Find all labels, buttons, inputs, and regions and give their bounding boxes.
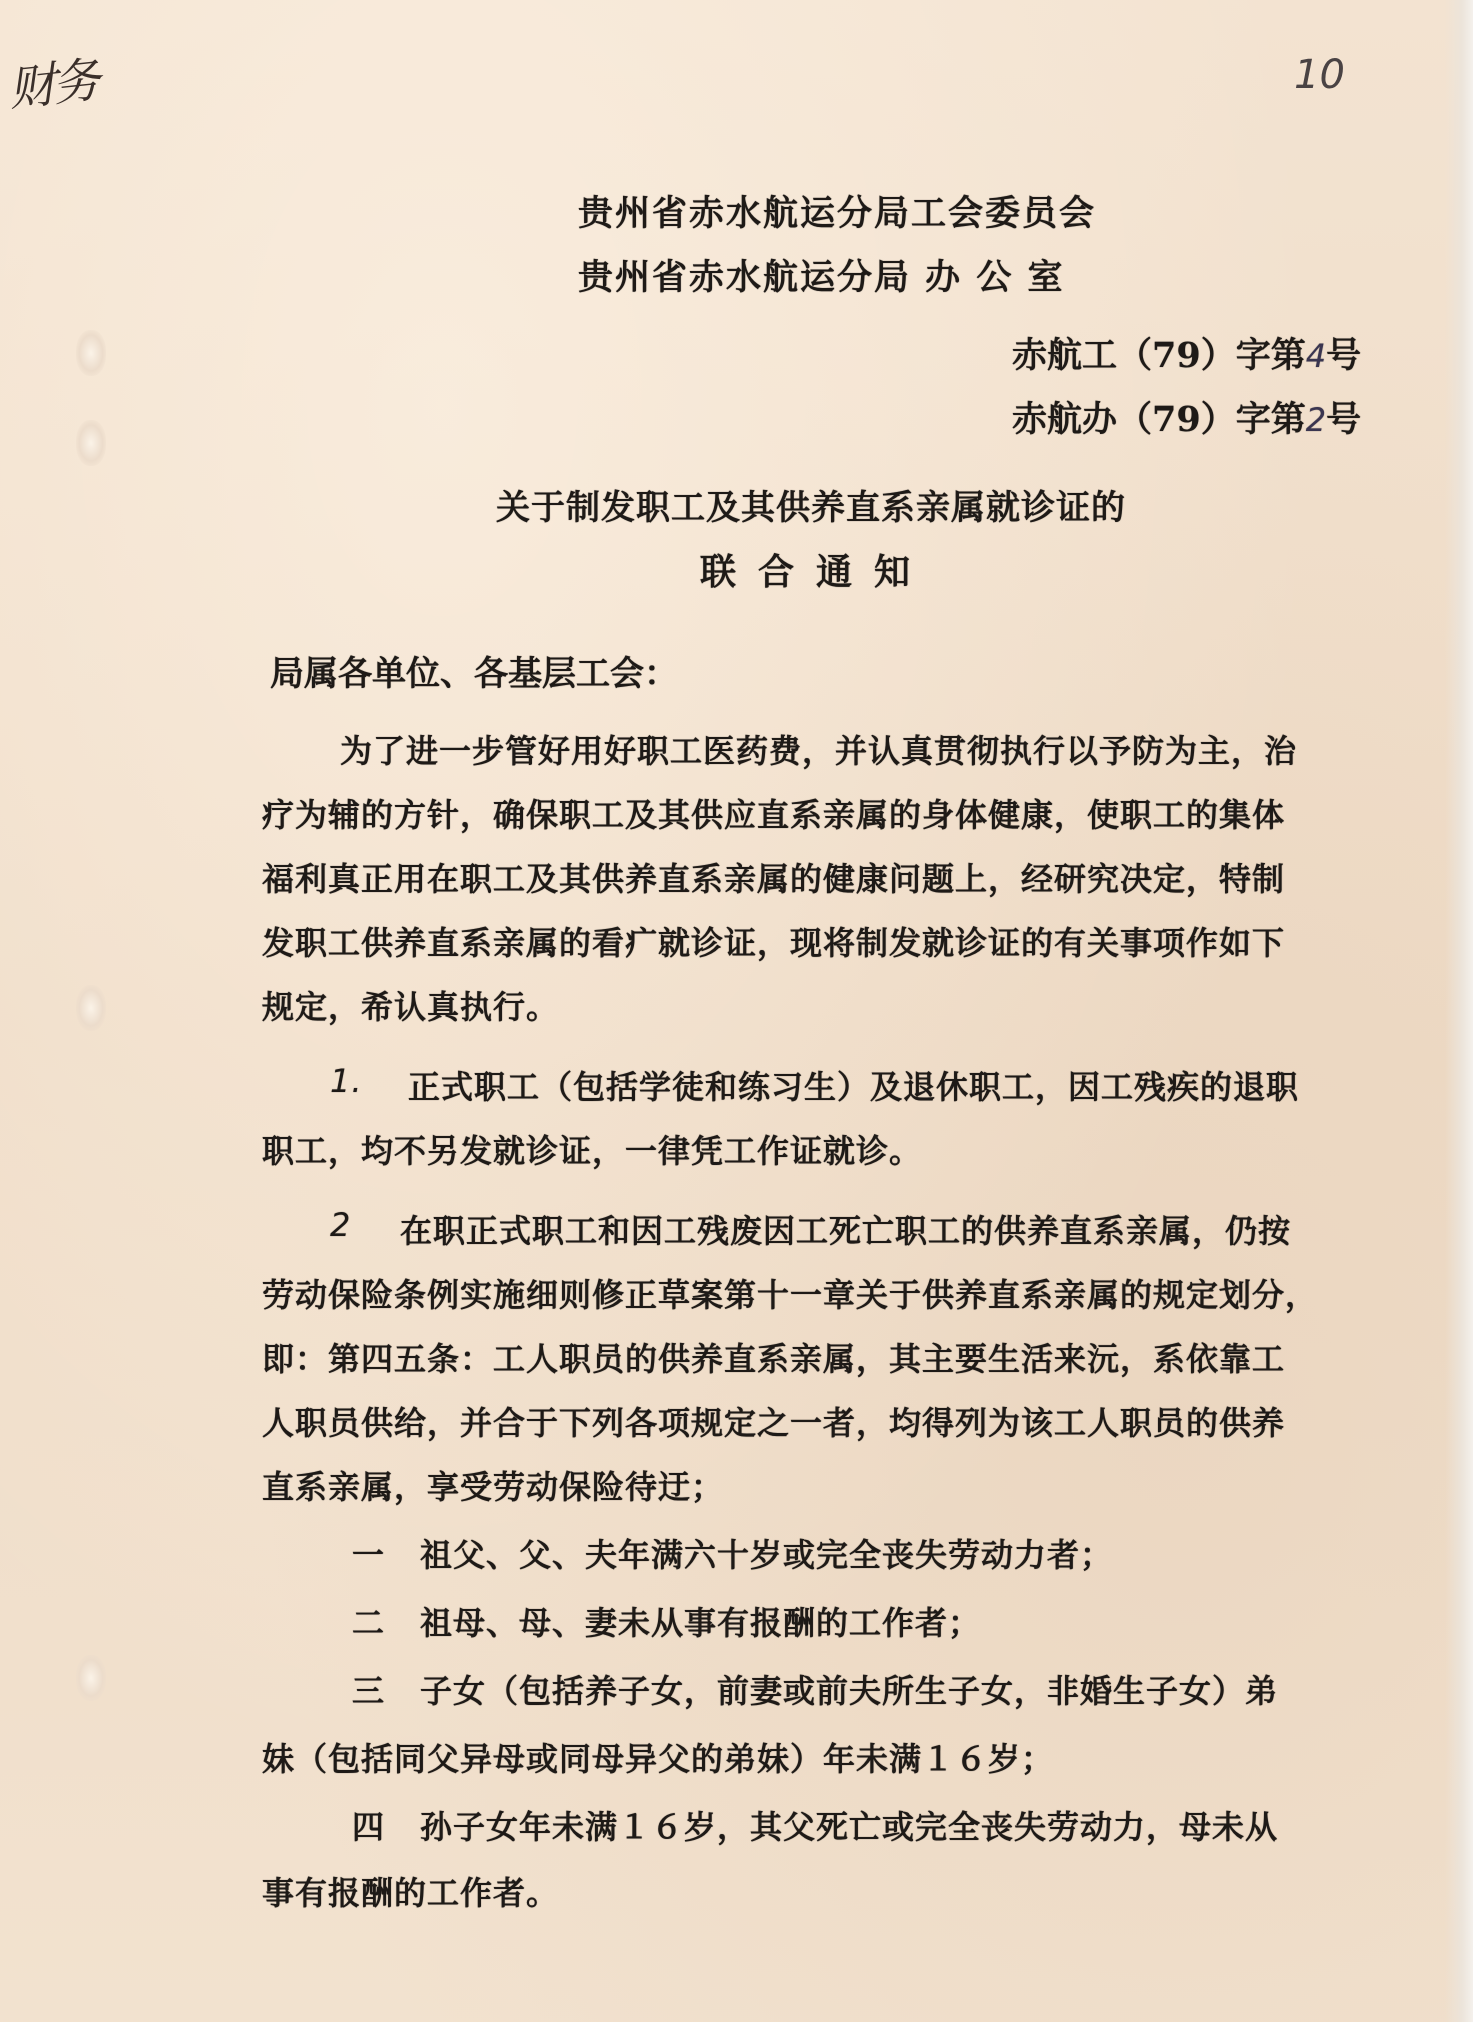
condition-number: 一: [352, 1536, 386, 1574]
body-paragraph-line: 职工，均不另发就诊证，一律凭工作证就诊。: [262, 1132, 923, 1170]
condition-line: 祖母、母、妻未从事有报酬的工作者；: [420, 1604, 982, 1642]
document-number: [1012, 328, 1361, 378]
document-number-prefix: 赤航工（79）字第: [1012, 335, 1306, 376]
list-item-number: [330, 1206, 351, 1244]
condition-line: 祖父、父、夫年满六十岁或完全丧失劳动力者；: [420, 1536, 1114, 1574]
condition-line: 事有报酬的工作者。: [262, 1874, 560, 1912]
document-title-line2: 联合通知: [700, 551, 933, 593]
document-title: 关于制发职工及其供养直系亲属就诊证的: [496, 488, 1126, 528]
body-paragraph-line: 疗为辅的方针，确保职工及其供应直系亲属的身体健康，使职工的集体: [262, 796, 1286, 834]
condition-number: 三: [352, 1672, 386, 1710]
binding-hole: [76, 420, 106, 466]
binding-hole: [76, 1655, 106, 1701]
item-number: 1.: [330, 1062, 363, 1100]
body-paragraph-line: 正式职工（包括学徒和练习生）及退休职工，因工残疾的退职: [408, 1068, 1300, 1106]
body-paragraph-line: 劳动保险条例实施细则修正草案第十一章关于供养直系亲属的规定划分，: [262, 1276, 1319, 1314]
body-paragraph-line: 为了进一步管好用好职工医药费，并认真贯彻执行以予防为主，治: [340, 732, 1298, 770]
page-edge-shadow: [1445, 0, 1473, 2022]
handwritten-corner-mark: 财务: [5, 52, 100, 118]
issuer-line: 贵州省赤水航运分局工会委员会: [578, 193, 1097, 234]
salutation: 局属各单位、各基层工会：: [270, 654, 678, 694]
condition-line: 子女（包括养子女，前妻或前夫所生子女，非婚生子女）弟: [420, 1672, 1279, 1710]
condition-number: 四: [352, 1808, 386, 1846]
body-paragraph-line: 即：第四五条：工人职员的供养直系亲属，其主要生活来沅，系依靠工: [262, 1340, 1286, 1378]
document-number-value: 4: [1305, 337, 1327, 375]
body-paragraph-line: 在职正式职工和因工残废因工死亡职工的供养直系亲属，仍按: [400, 1212, 1292, 1250]
binding-hole: [76, 985, 106, 1031]
document-number-value: 2: [1305, 401, 1327, 439]
item-number: 2: [330, 1206, 352, 1244]
document-number: [1012, 392, 1361, 442]
body-paragraph-line: 直系亲属，享受劳动保险待迂；: [262, 1468, 725, 1506]
condition-line: 妹（包括同父异母或同母异父的弟妹）年未满１６岁；: [262, 1740, 1055, 1778]
body-paragraph-line: 发职工供养直系亲属的看疒就诊证，现将制发就诊证的有关事项作如下: [262, 924, 1286, 962]
list-item-number: [330, 1062, 363, 1100]
body-paragraph-line: 福利真正用在职工及其供养直系亲属的健康问题上，经研究决定，特制: [262, 860, 1286, 898]
binding-hole: [76, 330, 106, 376]
condition-number: 二: [352, 1604, 386, 1642]
body-paragraph-line: 规定，希认真执行。: [262, 988, 560, 1026]
document-number-suffix: 号: [1326, 399, 1362, 440]
body-paragraph-line: 人职员供给，并合于下列各项规定之一者，均得列为该工人职员的供养: [262, 1404, 1286, 1442]
issuer-line: 贵州省赤水航运分局 办 公 室: [578, 257, 1065, 298]
condition-line: 孙子女年未满１６岁，其父死亡或完全丧失劳动力，母未从: [420, 1808, 1279, 1846]
handwritten-page-number: 10: [1294, 52, 1345, 98]
document-number-prefix: 赤航办（79）字第: [1012, 399, 1306, 440]
document-number-suffix: 号: [1326, 335, 1362, 376]
